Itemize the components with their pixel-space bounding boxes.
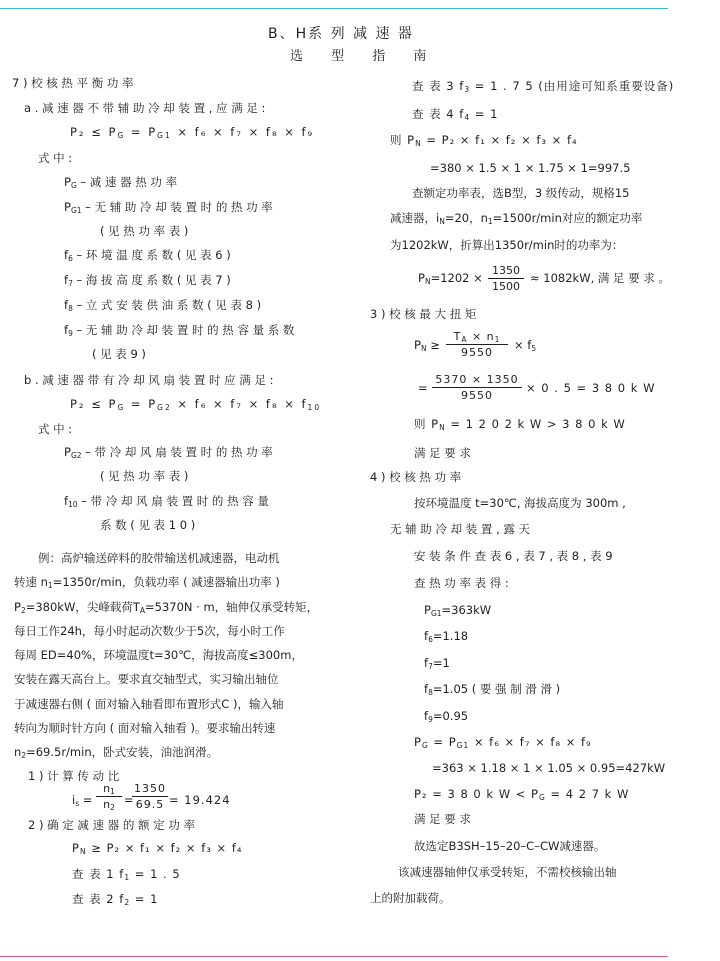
torque-fraction-values	[432, 373, 522, 402]
rated-line-3: 为1202kW，折算出1350r/min时的功率为：	[390, 238, 624, 252]
def-f10-note: 系 数 ( 见 表 1 0 )	[100, 518, 196, 532]
step-3-heading: 3 ) 校 核 最 大 扭 矩	[370, 307, 477, 321]
case-a-where: 式 中 :	[38, 151, 73, 165]
step-1-heading: 1 ) 计 算 传 动 比	[28, 769, 120, 783]
heat-table-lookup: 查 热 功 率 表 得 :	[414, 576, 509, 590]
example-line-8: 转向为顺时针方向 ( 面对输入轴看 )。要求输出转速	[14, 721, 276, 735]
example-line-3: $P_2=380kW$，尖峰载荷$T_A=5370N \cdot m$，轴伸仅承受转矩，	[14, 600, 319, 615]
closing-note-1: 该减速器轴伸仅承受转矩，不需校核输出轴	[398, 865, 617, 879]
case-a-heading: a . 减 速 器 不 带 辅 助 冷 却 装 置 , 应 满 足 :	[24, 101, 266, 115]
ratio-result: = 19.424	[169, 793, 231, 807]
torque-numerator: $T_A \times n_1$	[446, 330, 508, 345]
pn-scaled-denominator: 1500	[492, 280, 520, 293]
lookup-table-2: 查 表 2 $f_2 = 1$	[72, 892, 159, 907]
example-line-6: 安装在露天高台上。要求直交轴型式，实习输出轴位	[14, 672, 279, 686]
case-b-where: 式 中 :	[38, 422, 73, 436]
example-line-4: 每日工作24h，每小时起动次数少于5次，每小时工作	[14, 624, 285, 638]
def-f9: $f_9$ – 无 辅 助 冷 却 装 置 时 的 热 容 量 系 数	[64, 323, 295, 338]
torque-numerator-values: 5370 × 1350	[432, 373, 522, 388]
def-f8: $f_8$ – 立 式 安 装 供 油 系 数 ( 见 表 8 )	[64, 298, 262, 313]
torque-fraction	[446, 330, 508, 359]
torque-factor: × $f_5$	[514, 338, 537, 353]
torque-denominator: 9550	[461, 346, 493, 359]
step-4-heading: 4 ) 校 核 热 功 率	[370, 470, 462, 484]
lookup-table-4: 查 表 4 $f_4 = 1$	[412, 107, 499, 122]
example-line-9: $n_2=69.5r/\min$，卧式安装，油池润滑。	[14, 745, 219, 760]
bottom-rule	[0, 956, 668, 957]
p2-pg-comparison: P₂ = 3 8 0 k $W < P_G = 4$ 2 7 k W	[414, 787, 630, 802]
def-f10: $f_{10}$ – 带 冷 却 风 扇 装 置 时 的 热 容 量	[64, 494, 269, 509]
pg-formula: $P_G = P_{G1} \times f_6 \times f_7 \times f_8 \times f_9$	[414, 735, 592, 750]
env-conditions-1: 按环境温度 t=30℃, 海拔高度为 300m ,	[414, 496, 626, 510]
section-7-heading: 7 ) 校 核 热 平 衡 功 率	[12, 76, 134, 90]
step-2-formula: $P_N \ge P_2 \times f_1 \times f_2 \times f_3 \times f_4$	[72, 841, 243, 856]
torque-comparison: 则 $P_N = 1$ 2 0 2 k W > 3 8 0 k W	[414, 417, 626, 432]
ratio-prefix: $i_s$ =	[72, 793, 93, 808]
example-line-5: 每周 ED=40%，环境温度t=30℃，海拔高度≤300m，	[14, 648, 303, 662]
torque-prefix: $P_N$ ≥	[414, 338, 440, 353]
pn-scaled-prefix: $P_N=1202$ ×	[418, 271, 483, 286]
example-line-1: 例：高炉输送碎料的胶带输送机减速器，电动机	[38, 551, 280, 565]
def-pg2-note: ( 见 热 功 率 表 )	[100, 469, 189, 483]
rated-line-2: 减速器，$i_N=20$，$n_1=1500r/\min$对应的额定功率	[390, 211, 643, 226]
ratio-numerator-symbol: $n_1$	[96, 782, 122, 797]
def-pg2: $P_{G2}$ – 带 冷 却 风 扇 装 置 时 的 热 功 率	[64, 445, 273, 460]
page-subtitle: 选 型 指 南	[290, 49, 439, 64]
value-f8: $f_8=1.05$ ( 要 强 制 滑 滑 )	[424, 682, 561, 697]
final-selection: 故选定B3SH–15–20–C–CW减速器。	[414, 839, 606, 853]
env-conditions-2: 无 辅 助 冷 却 装 置 , 露 天	[390, 522, 531, 536]
page-title: B、H系 列 减 速 器	[268, 26, 414, 42]
ratio-fraction-symbolic	[96, 782, 122, 811]
value-f7: $f_7=1$	[424, 656, 450, 671]
case-a-formula: $P_2 \le P_G = P_{G1} \times f_6 \times f_7 \times f_8 \times f_9$	[70, 125, 315, 140]
lookup-table-1: 查 表 1 $f_1 = 1$ . 5	[72, 867, 181, 882]
def-f9-note: ( 见 表 9 )	[92, 347, 146, 361]
pg-calculation: =363 × 1.18 × 1 × 1.05 × 0.95=427kW	[432, 761, 666, 775]
case-b-formula: $P_2 \le P_G = P_{G2} \times f_6 \times f_7 \times f_8 \times f_{10}$	[70, 397, 322, 412]
top-rule	[0, 8, 668, 9]
def-pg1: $P_{G1}$ – 无 辅 助 冷 却 装 置 时 的 热 功 率	[64, 200, 273, 215]
def-f6: $f_6$ – 环 境 温 度 系 数 ( 见 表 6 )	[64, 248, 231, 263]
ratio-fraction-values	[132, 782, 168, 811]
pn-scaled-fraction	[488, 264, 524, 293]
def-f7: $f_7$ – 海 拔 高 度 系 数 ( 见 表 7 )	[64, 273, 231, 288]
def-pg1-note: ( 见 热 功 率 表 )	[100, 224, 189, 238]
step-2-heading: 2 ) 确 定 减 速 器 的 额 定 功 率	[28, 818, 196, 832]
install-conditions: 安 装 条 件 查 表 6 , 表 7 , 表 8 , 表 9	[414, 549, 613, 563]
case-b-heading: b . 减 速 器 带 有 冷 却 风 扇 装 置 时 应 满 足 :	[24, 373, 274, 387]
value-f9: $f_9=0.95$	[424, 709, 469, 724]
value-pg1: $P_{G1}=363kW$	[424, 603, 492, 618]
example-line-7: 于减速器右侧 ( 面对输入轴看即布置形式C )，输入轴	[14, 697, 284, 711]
torque-result: × 0 . 5 = 3 8 0 k W	[526, 381, 656, 395]
value-f6: $f_6=1.18$	[424, 629, 469, 644]
def-pg: $P_G$ – 减 速 器 热 功 率	[64, 175, 178, 190]
example-line-2: 转速 $n_1=1350r/\min$，负载功率 ( 减速器输出功率 )	[14, 575, 280, 590]
heat-ok: 满 足 要 求	[414, 812, 471, 826]
rated-line-1: 查额定功率表，选B型，3 级传动，规格15	[412, 186, 630, 200]
ratio-denominator-symbol: $n_2$	[103, 798, 115, 812]
torque-equals: =	[418, 381, 428, 395]
lookup-table-3: 查 表 3 $f_3 = 1$ . 7 5 (由用途可知系重要设备)	[412, 79, 675, 94]
pn-calculation: =380 × 1.5 × 1 × 1.75 × 1=997.5	[430, 161, 631, 175]
closing-note-2: 上的附加载荷。	[370, 891, 451, 905]
pn-scaled-result: ≈ 1082kW, 满 足 要 求 。	[530, 271, 671, 285]
ratio-equals: =	[124, 793, 134, 807]
pn-formula: 则 $P_N = P_2 \times f_1 \times f_2 \times f_3 \times f_4$	[390, 133, 578, 148]
pn-scaled-numerator: 1350	[488, 264, 524, 279]
ratio-numerator-value: 1350	[134, 782, 166, 795]
torque-ok: 满 足 要 求	[414, 446, 471, 460]
ratio-denominator-value: 69.5	[135, 798, 165, 811]
torque-denominator-values: 9550	[461, 389, 493, 402]
